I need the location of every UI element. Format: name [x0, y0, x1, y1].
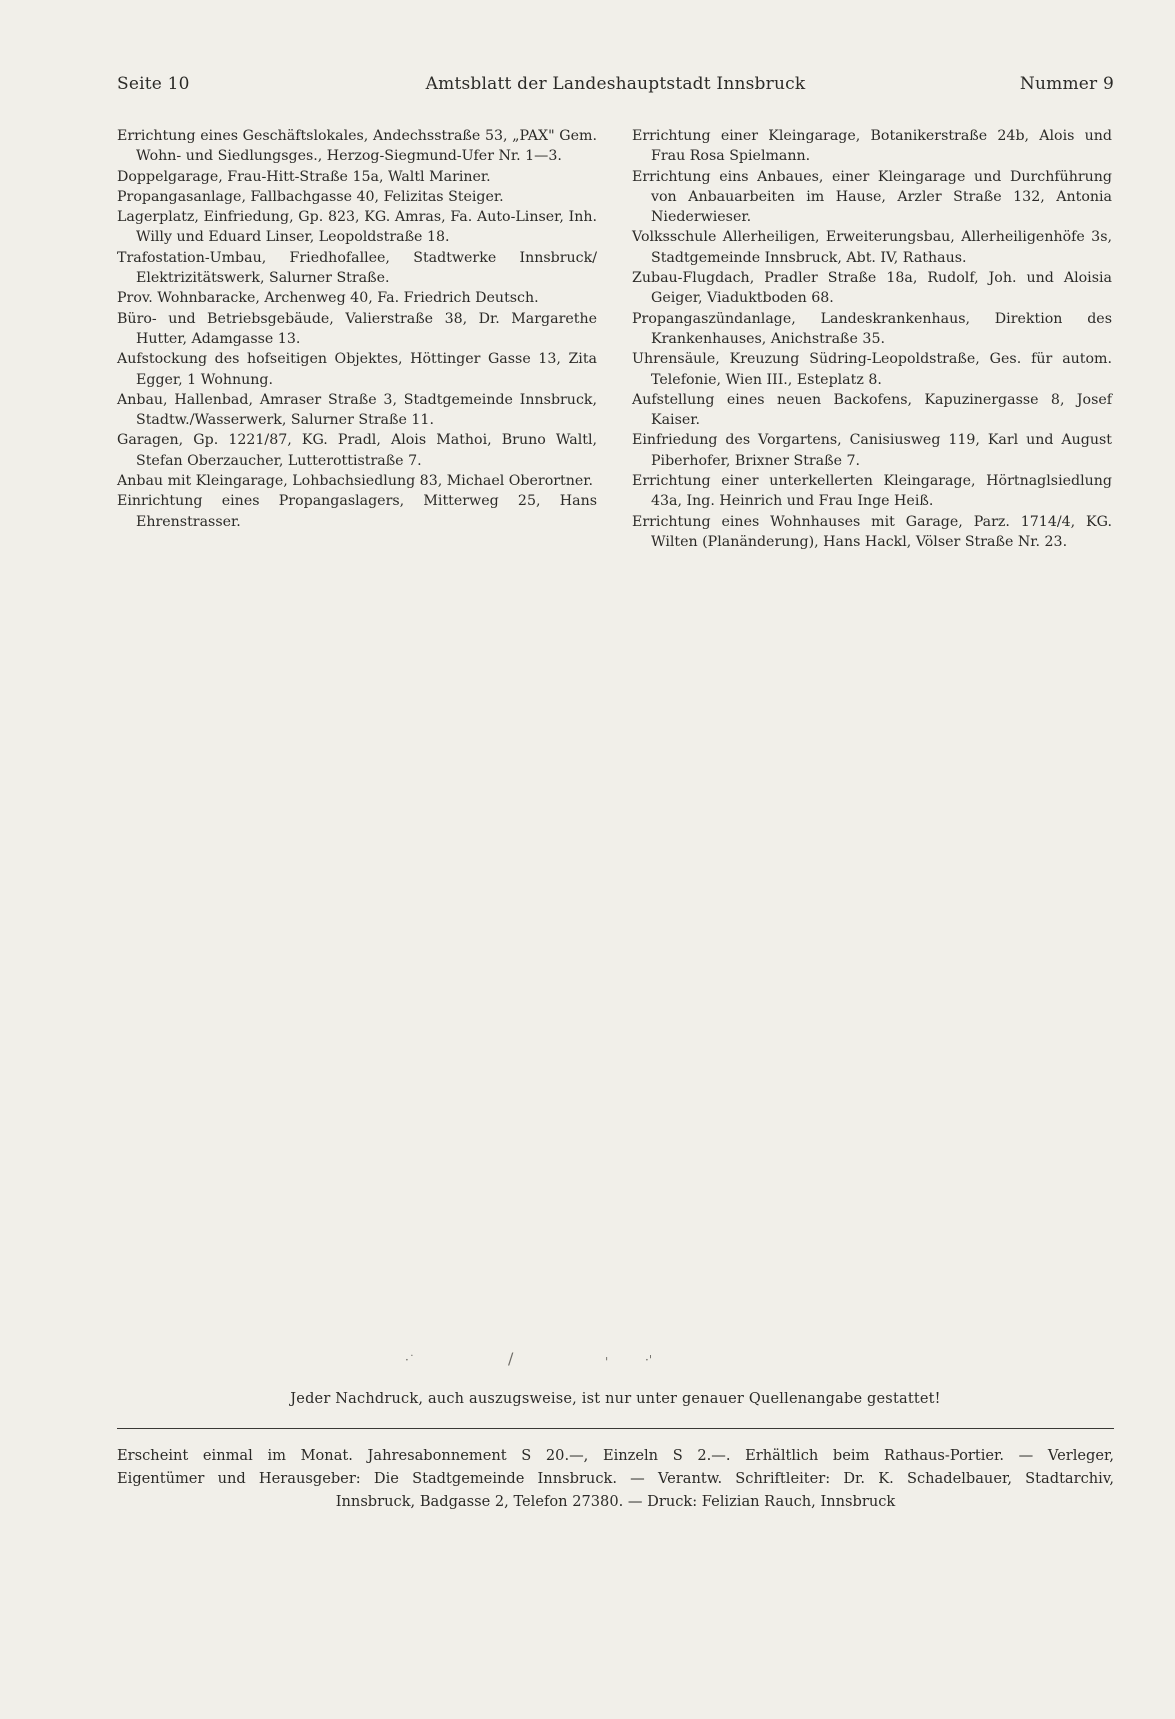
footer-divider — [117, 1428, 1114, 1429]
document-page: Seite 10 Amtsblatt der Landeshauptstadt Innsbruck Nummer 9 Errichtung eines Geschäftslokales, Andechsstraße 53, „PAX" Gem. Wohn- und Siedlungsges., Herzog-Siegmund-Ufer Nr. 1—3. Doppelgarage, Frau-Hitt-Straße 15a, Waltl Mariner. Propangasanlage, Fallbachgasse 40, Felizitas Steiger. Lagerplatz, Einfriedung, Gp. 823, KG. Amras, Fa. Auto-Linser, Inh. Willy und Eduard Linser, Leopoldstraße 18. Trafostation-Umbau, Friedhofallee, Stadtwerke Innsbruck/ Elektrizitätswerk, Salurner Straße. Prov. Wohnbaracke, Archenweg 40, Fa. Friedrich Deutsch. Büro- und Betriebsgebäude, Valierstraße 38, Dr. Margarethe Hutter, Adamgasse 13. Aufstockung des hofseitigen Objektes, Höttinger Gasse 13, Zita Egger, 1 Wohnung. Anbau, Hallenbad, Amraser Straße 3, Stadtgemeinde Innsbruck, Stadtw./Wasserwerk, Salurner Straße 11. Garagen, Gp. 1221/87, KG. Pradl, Alois Mathoi, Bruno Waltl, Stefan Oberzaucher, Lutterottistraße 7. Anbau mit Kleingarage, Lohbachsiedlung 83, Michael Oberortner. Einrichtung eines Propangaslagers, Mitterweg 25, Hans Ehrenstrasser. Errichtung einer Kleingarage, Botanikerstraße 24b, Alois und Frau Rosa Spielmann. Errichtung eins Anbaues, einer Kleingarage und Durchführung von Anbauarbeiten im Hause, Arzler Straße 132, Antonia Niederwieser. Volksschule Allerheiligen, Erweiterungsbau, Allerheiligenhöfe 3s, Stadtgemeinde Innsbruck, Abt. IV, Rathaus. Zubau-Flugdach, Pradler Straße 18a, Rudolf, Joh. und Aloisia Geiger, Viaduktboden 68. Propangaszündanlage, Landeskrankenhaus, Direktion des Krankenhauses, Anichstraße 35. Uhrensäule, Kreuzung Südring-Leopoldstraße, Ges. für autom. Telefonie, Wien III., Esteplatz 8. Aufstellung eines neuen Backofens, Kapuzinergasse 8, Josef Kaiser. Einfriedung des Vorgartens, Canisiusweg 119, Karl und August Piberhofer, Brixner Straße 7. Errichtung einer unterkellerten Kleingarage, Hörtnaglsiedlung 43a, Ing. Heinrich und Frau Inge Heiß. Errichtung eines Wohnhauses mit Garage, Parz. 1714/4, KG. Wilten (Planänderung), Hans Hackl, Völser Straße Nr. 23. ·˙ / ' ·' Jeder Nachdruck, auch auszugsweise, ist nur unter genauer Quellenangabe gestattet! Erscheint einmal im Monat. Jahresabonnement S 20.—, Einzeln S 2.—. Erhältlich beim Rathaus-Portier. — Verleger, Eigentümer und Herausgeber: Die Stadtgemeinde Innsbruck. — Verantw. Schriftleiter: Dr. K. Schadelbauer, Stadtarchiv, Innsbruck, Badgasse 2, Telefon 27380. — Druck: Felizian Rauch, Innsbruck — [0, 0, 1175, 1719]
list-item: Lagerplatz, Einfriedung, Gp. 823, KG. Amras, Fa. Auto-Linser, Inh. Willy und Eduard Linser, Leopoldstraße 18. — [117, 209, 597, 246]
imprint-line: Eigentümer und Herausgeber: Die Stadtgemeinde Innsbruck. — Verantw. Schriftleiter: Dr. K. Schadelbauer, Stadtarchiv, — [117, 1470, 1114, 1487]
left-column — [117, 126, 597, 532]
imprint-line: Innsbruck, Badgasse 2, Telefon 27380. — Druck: Felizian Rauch, Innsbruck — [335, 1493, 896, 1510]
list-item: Aufstockung des hofseitigen Objektes, Höttinger Gasse 13, Zita Egger, 1 Wohnung. — [117, 351, 597, 388]
list-item: Aufstellung eines neuen Backofens, Kapuzinergasse 8, Josef Kaiser. — [632, 391, 1112, 429]
list-item: Anbau mit Kleingarage, Lohbachsiedlung 83, Michael Oberortner. — [117, 473, 593, 490]
list-item: Propangaszündanlage, Landeskrankenhaus, Direktion des Krankenhauses, Anichstraße 35. — [632, 310, 1112, 347]
list-item: Volksschule Allerheiligen, Erweiterungsbau, Allerheiligenhöfe 3s, Stadtgemeinde Innsbruck, Abt. IV, Rathaus. — [632, 229, 1112, 266]
issue-number: Nummer 9 — [1019, 74, 1114, 94]
publication-title: Amtsblatt der Landeshauptstadt Innsbruck — [425, 74, 806, 94]
reprint-notice: Jeder Nachdruck, auch auszugsweise, ist nur unter genauer Quellenangabe gestattet! — [290, 1391, 941, 1407]
list-item: Einrichtung eines Propangaslagers, Mitterweg 25, Hans Ehrenstrasser. — [117, 493, 597, 530]
list-item: Anbau, Hallenbad, Amraser Straße 3, Stadtgemeinde Innsbruck, Stadtw./Wasserwerk, Salurner Straße 11. — [117, 391, 597, 429]
list-item: Errichtung einer unterkellerten Kleingarage, Hörtnaglsiedlung 43a, Ing. Heinrich und Frau Inge Heiß. — [632, 473, 1112, 510]
page-header — [117, 74, 1114, 100]
list-item: Propangasanlage, Fallbachgasse 40, Felizitas Steiger. — [117, 188, 504, 205]
list-item: Errichtung eins Anbaues, einer Kleingarage und Durchführung von Anbauarbeiten im Hause, Arzler Straße 132, Antonia Niederwieser. — [632, 168, 1112, 226]
imprint — [117, 1444, 1114, 1513]
list-item: Errichtung einer Kleingarage, Botanikerstraße 24b, Alois und Frau Rosa Spielmann. — [632, 128, 1112, 165]
list-item: Uhrensäule, Kreuzung Südring-Leopoldstraße, Ges. für autom. Telefonie, Wien III., Esteplatz 8. — [632, 351, 1112, 388]
list-item: Trafostation-Umbau, Friedhofallee, Stadtwerke Innsbruck/ Elektrizitätswerk, Salurner Straße. — [117, 249, 597, 287]
list-item: Büro- und Betriebsgebäude, Valierstraße 38, Dr. Margarethe Hutter, Adamgasse 13. — [117, 310, 597, 347]
page-number: Seite 10 — [117, 74, 190, 94]
imprint-line: Erscheint einmal im Monat. Jahresabonnement S 20.—, Einzeln S 2.—. Erhältlich beim Rathaus-Portier. — Verleger, — [117, 1447, 1114, 1464]
list-item: Doppelgarage, Frau-Hitt-Straße 15a, Waltl Mariner. — [117, 168, 491, 185]
list-item: Garagen, Gp. 1221/87, KG. Pradl, Alois Mathoi, Bruno Waltl, Stefan Oberzaucher, Lutterottistraße 7. — [117, 432, 597, 469]
list-item: Errichtung eines Geschäftslokales, Andechsstraße 53, „PAX" Gem. Wohn- und Siedlungsges., Herzog-Siegmund-Ufer Nr. 1—3. — [117, 128, 597, 165]
right-column — [632, 126, 1112, 552]
list-item: Einfriedung des Vorgartens, Canisiusweg 119, Karl und August Piberhofer, Brixner Straße 7. — [632, 432, 1112, 469]
list-item: Prov. Wohnbaracke, Archenweg 40, Fa. Friedrich Deutsch. — [117, 290, 539, 307]
list-item: Errichtung eines Wohnhauses mit Garage, Parz. 1714/4, KG. Wilten (Planänderung), Hans Hackl, Völser Straße Nr. 23. — [632, 513, 1112, 550]
list-item: Zubau-Flugdach, Pradler Straße 18a, Rudolf, Joh. und Aloisia Geiger, Viaduktboden 68. — [632, 270, 1112, 307]
